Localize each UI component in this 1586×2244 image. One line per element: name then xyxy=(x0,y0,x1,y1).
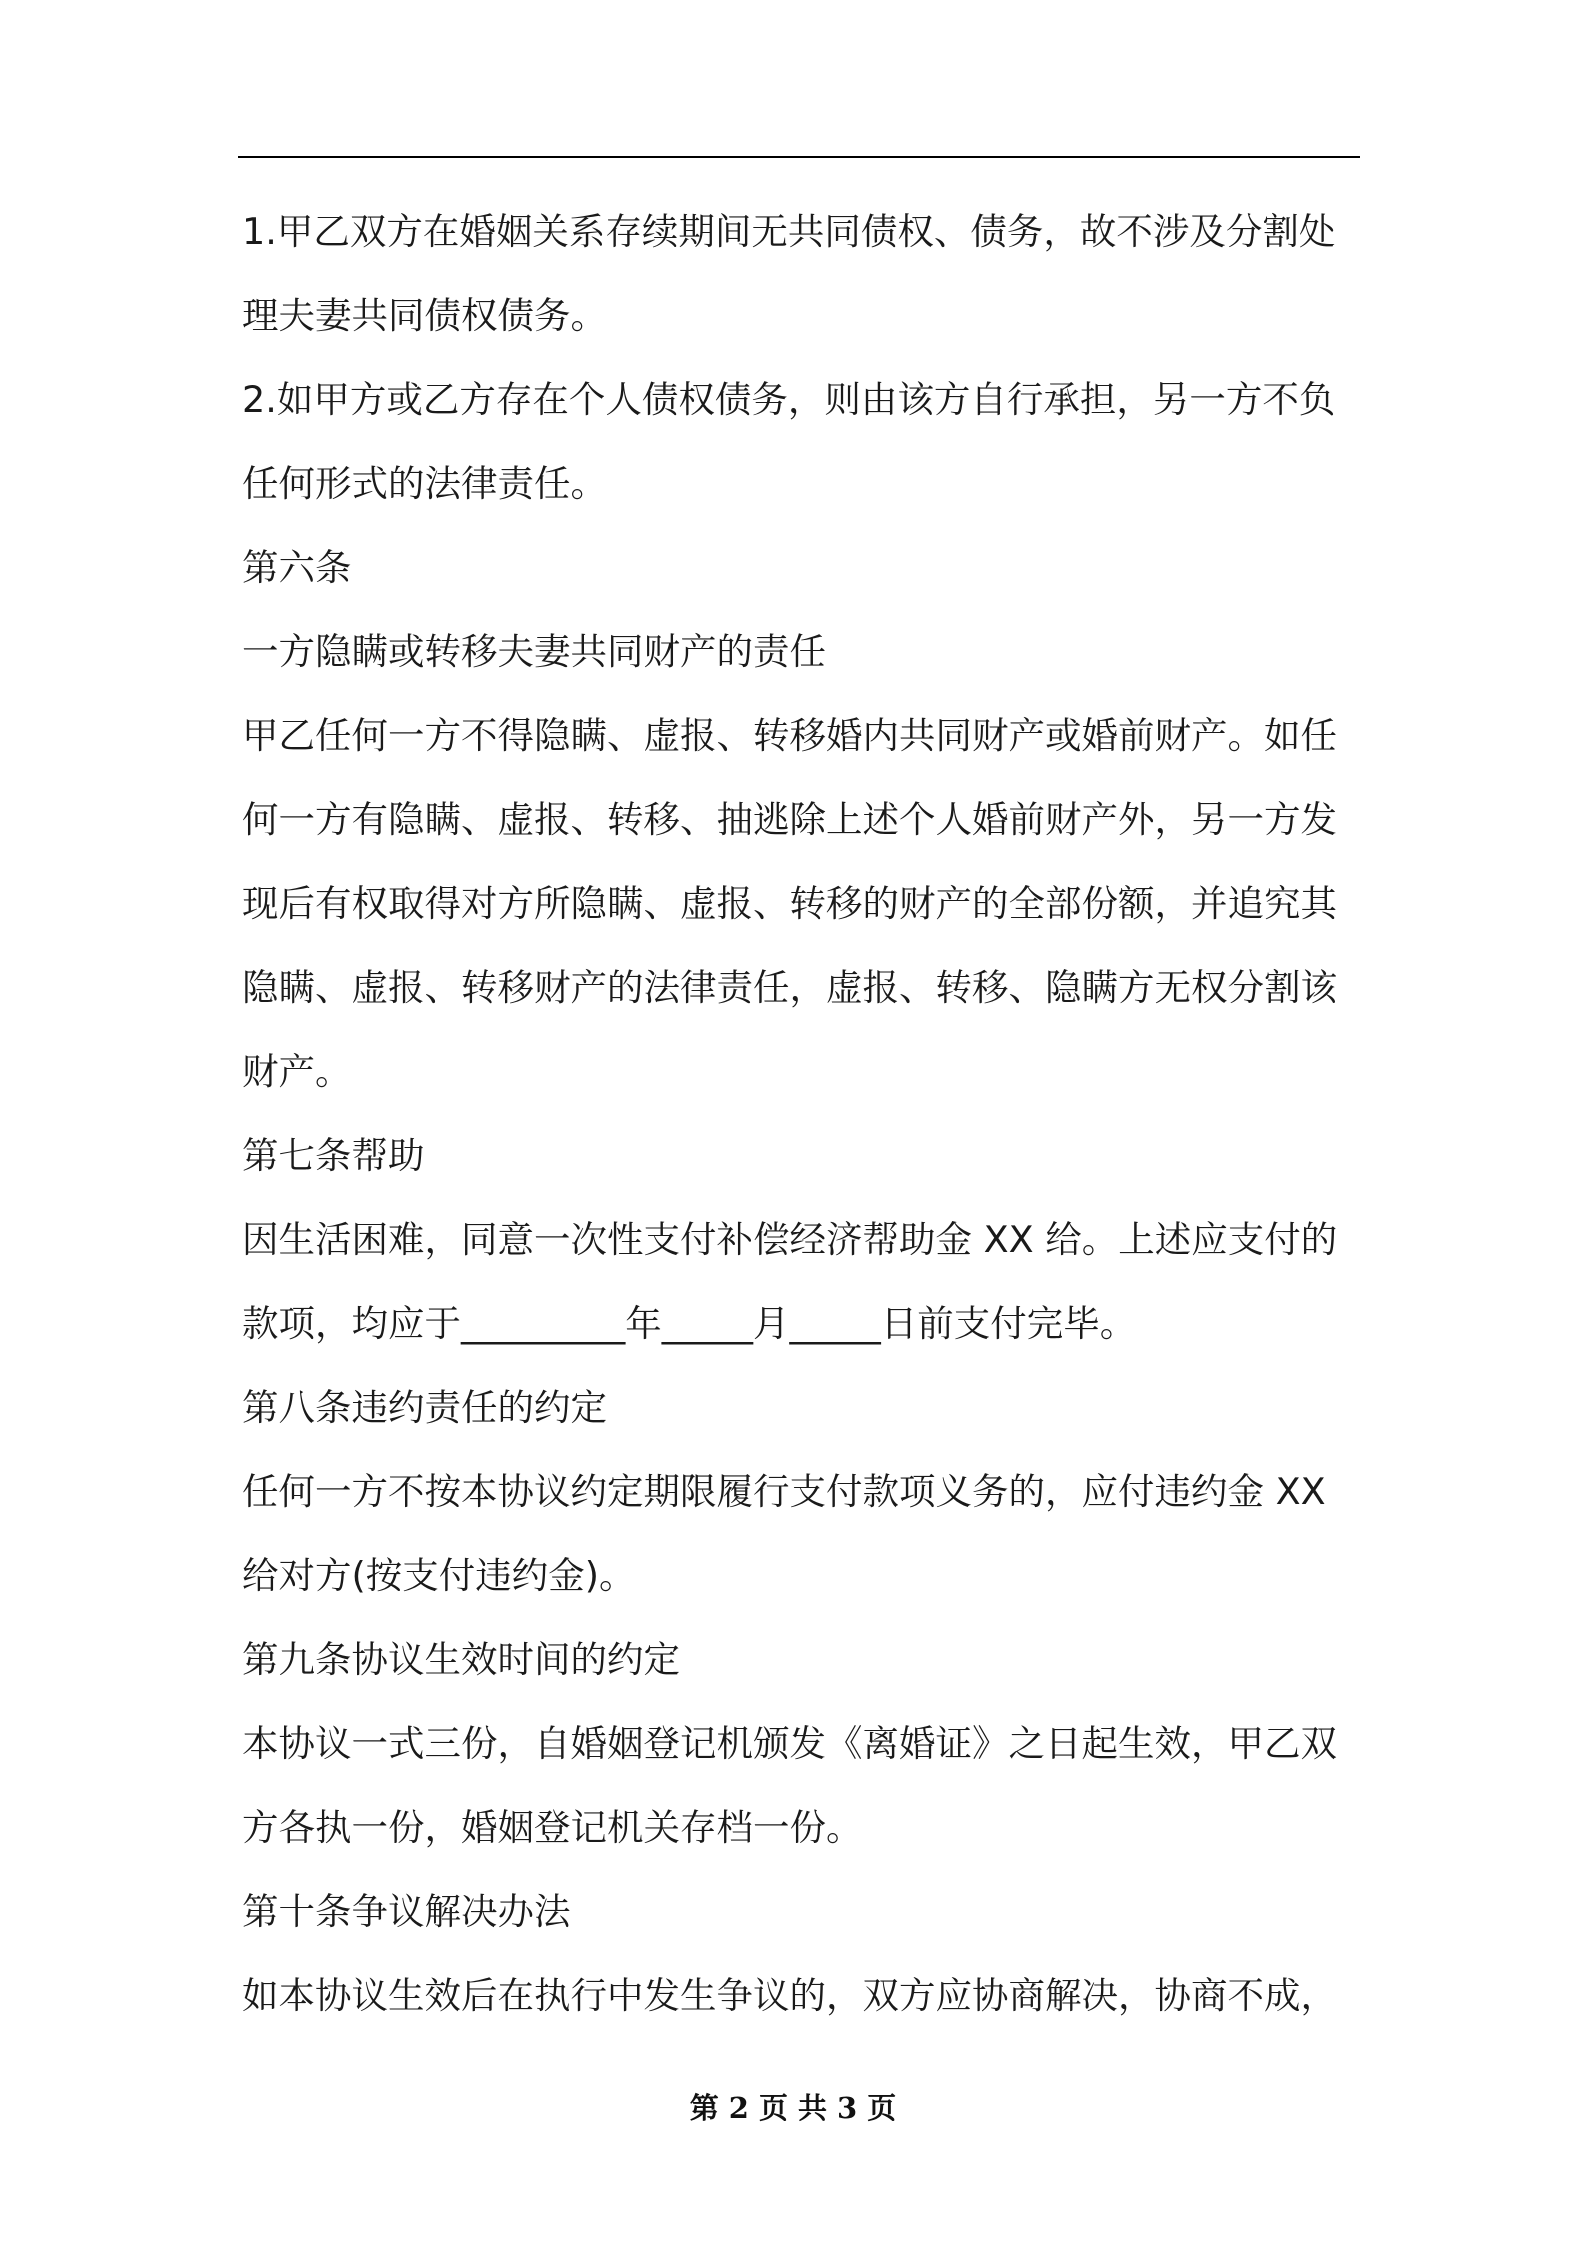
text-line: 甲乙任何一方不得隐瞒、虚报、转移婚内共同财产或婚前财产。如任 xyxy=(242,714,1337,757)
text-line: 理夫妻共同债权债务。 xyxy=(242,294,607,337)
footer-total-word: 共 xyxy=(798,2091,828,2125)
text-line: 任何形式的法律责任。 xyxy=(242,462,607,505)
section-heading: 第八条违约责任的约定 xyxy=(242,1386,607,1429)
footer-total-unit: 页 xyxy=(867,2091,897,2125)
section-heading: 第六条 xyxy=(242,546,352,589)
total-pages-number: 3 xyxy=(837,2091,858,2125)
section-heading: 第九条协议生效时间的约定 xyxy=(242,1638,680,1681)
text-line: 本协议一式三份，自婚姻登记机颁发《离婚证》之日起生效，甲乙双 xyxy=(242,1722,1337,1765)
text-line: 何一方有隐瞒、虚报、转移、抽逃除上述个人婚前财产外，另一方发 xyxy=(242,798,1337,841)
section-heading: 第七条帮助 xyxy=(242,1134,425,1177)
footer-page-word: 第 xyxy=(689,2091,719,2125)
section-heading: 第十条争议解决办法 xyxy=(242,1890,571,1933)
text-line: 因生活困难，同意一次性支付补偿经济帮助金 XX 给。上述应支付的 xyxy=(242,1218,1338,1261)
text-line: 2.如甲方或乙方存在个人债权债务，则由该方自行承担，另一方不负 xyxy=(242,378,1336,421)
header-divider xyxy=(238,156,1360,158)
page-footer xyxy=(0,2088,1586,2128)
footer-page-unit: 页 xyxy=(758,2091,788,2125)
text-line: 如本协议生效后在执行中发生争议的，双方应协商解决，协商不成， xyxy=(242,1974,1337,2017)
current-page-number: 2 xyxy=(728,2091,749,2125)
text-line: 任何一方不按本协议约定期限履行支付款项义务的，应付违约金 XX xyxy=(242,1470,1326,1513)
text-line: 1.甲乙双方在婚姻关系存续期间无共同债权、债务，故不涉及分割处 xyxy=(242,210,1336,253)
document-body xyxy=(242,190,1366,2038)
section-subheading: 一方隐瞒或转移夫妻共同财产的责任 xyxy=(242,630,826,673)
text-line: 财产。 xyxy=(242,1050,352,1093)
text-line: 隐瞒、虚报、转移财产的法律责任，虚报、转移、隐瞒方无权分割该 xyxy=(242,966,1337,1009)
text-line: 款项，均应于_________年_____月_____日前支付完毕。 xyxy=(242,1302,1137,1345)
text-line: 给对方(按支付违约金)。 xyxy=(242,1554,636,1597)
text-line: 方各执一份，婚姻登记机关存档一份。 xyxy=(242,1806,863,1849)
text-line: 现后有权取得对方所隐瞒、虚报、转移的财产的全部份额，并追究其 xyxy=(242,882,1337,925)
